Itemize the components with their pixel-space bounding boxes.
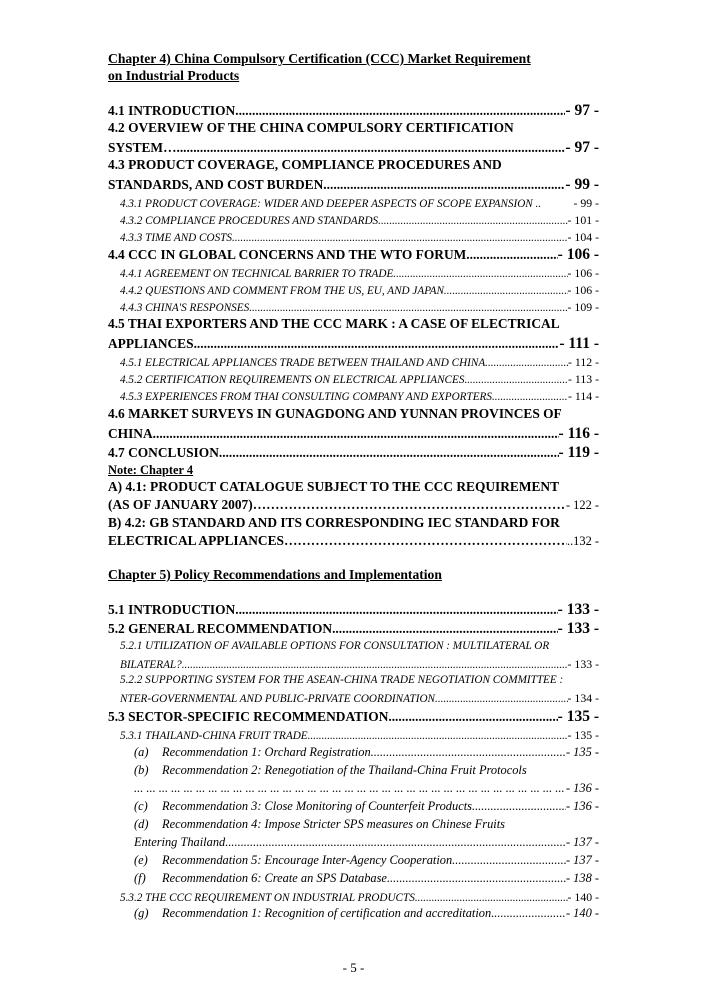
toc-entry-text: B) 4.2: GB STANDARD AND ITS CORRESPONDING IEC STANDARD FOR <box>108 515 560 530</box>
toc-page-number: - 136 - <box>565 781 599 795</box>
toc-entry-4-1[interactable] <box>108 102 599 120</box>
toc-entry-text: 5.3.1 THAILAND-CHINA FRUIT TRADE <box>120 730 308 742</box>
toc-entry-text: SYSTEM… <box>108 140 177 155</box>
toc-rec-f[interactable] <box>134 871 599 887</box>
toc-entry-text: Entering Thailand <box>134 835 226 849</box>
toc-entry-text: 4.4 CCC IN GLOBAL CONCERNS AND THE WTO FORUM <box>108 247 467 262</box>
toc-note-b-cont[interactable] <box>108 533 599 551</box>
toc-entry-text: Recommendation 4: Impose Stricter SPS measures on Chinese Fruits <box>162 817 505 831</box>
toc-item-label: (c) <box>134 799 148 813</box>
toc-page-number: - 114 - <box>567 389 599 403</box>
toc-entry-4-4-1[interactable] <box>120 266 599 281</box>
toc-entry-text: 5.3 SECTOR-SPECIFIC RECOMMENDATION <box>108 709 389 724</box>
toc-entry-4-3-cont[interactable] <box>108 176 599 194</box>
toc-rec-d[interactable] <box>134 817 599 833</box>
toc-entry-5-3[interactable] <box>108 708 599 726</box>
toc-entry-text: (AS OF JANUARY 2007) <box>108 497 253 512</box>
toc-entry-4-3-2[interactable] <box>120 213 599 228</box>
toc-page-number: - 106 - <box>557 246 599 263</box>
toc-entry-text: 4.3.2 COMPLIANCE PROCEDURES AND STANDARDS <box>120 215 379 227</box>
toc-entry-text: 5.2 GENERAL RECOMMENDATION <box>108 621 333 636</box>
toc-page-number: - 137 - <box>565 835 599 849</box>
toc-entry-text: 4.7 CONCLUSION <box>108 445 219 460</box>
toc-entry-5-2[interactable] <box>108 620 599 638</box>
toc-page-number: - 133 - <box>557 601 599 618</box>
toc-entry-4-4[interactable] <box>108 246 599 264</box>
toc-rec-a[interactable] <box>134 745 599 761</box>
toc-note-b[interactable] <box>108 515 599 533</box>
toc-item-label: (e) <box>134 853 148 867</box>
chapter-4-title-line-2: on Industrial Products <box>108 68 240 83</box>
toc-page-number: - 99 - <box>565 176 599 193</box>
toc-entry-4-3-1[interactable] <box>120 196 599 211</box>
note-heading: Note: Chapter 4 <box>108 463 194 477</box>
toc-entry-4-5-2[interactable] <box>120 372 599 387</box>
toc-page-number: - 97 - <box>565 139 599 156</box>
page-number: - 5 - <box>342 960 365 975</box>
toc-entry-4-6-cont[interactable] <box>108 425 599 443</box>
toc-entry-text: Recommendation 2: Renegotiation of the Thailand-China Fruit Protocols <box>162 763 527 777</box>
toc-item-label: (g) <box>134 906 149 920</box>
toc-entry-5-1[interactable] <box>108 601 599 619</box>
toc-entry-text: CHINA <box>108 426 153 441</box>
toc-entry-4-5-cont[interactable] <box>108 335 599 353</box>
toc-entry-text: 4.3 PRODUCT COVERAGE, COMPLIANCE PROCEDURES AND <box>108 157 502 172</box>
chapter-4-title <box>108 50 598 84</box>
toc-note-a[interactable] <box>108 479 599 497</box>
toc-entry-4-3[interactable] <box>108 157 599 175</box>
toc-page-number: - 133 - <box>557 620 599 637</box>
toc-entry-4-4-2[interactable] <box>120 283 599 298</box>
toc-page-number: - 136 - <box>565 799 599 813</box>
toc-entry-text: 4.4.1 AGREEMENT ON TECHNICAL BARRIER TO TRADE <box>120 268 394 280</box>
toc-page-number: - 140 - <box>565 906 599 920</box>
toc-entry-4-5-1[interactable] <box>120 355 599 370</box>
toc-entry-5-3-2[interactable] <box>120 890 599 905</box>
toc-page-number: - 119 - <box>558 444 599 461</box>
toc-item-label: (d) <box>134 817 149 831</box>
chapter-4-title-line-1: Chapter 4) China Compulsory Certification (CCC) Market Requirement <box>108 51 531 66</box>
toc-item-label: (b) <box>134 763 149 777</box>
toc-entry-4-6[interactable] <box>108 406 599 424</box>
toc-entry-4-2-cont[interactable] <box>108 139 599 157</box>
toc-entry-text: 5.1 INTRODUCTION <box>108 602 236 617</box>
toc-entry-text: 5.3.2 THE CCC REQUIREMENT ON INDUSTRIAL PRODUCTS <box>120 892 415 904</box>
toc-entry-5-2-2-cont[interactable] <box>120 691 599 706</box>
toc-entry-text: 4.4.3 CHINA'S RESPONSES <box>120 302 250 314</box>
toc-note-a-cont[interactable] <box>108 497 599 515</box>
toc-entry-5-3-1[interactable] <box>120 728 599 743</box>
toc-entry-text: Recommendation 1: Recognition of certification and accreditation <box>162 906 492 920</box>
toc-page-number: ..132 - <box>566 534 599 548</box>
toc-entry-text: 4.4.2 QUESTIONS AND COMMENT FROM THE US, EU, AND JAPAN <box>120 285 444 297</box>
toc-entry-text: Recommendation 6: Create an SPS Database <box>162 871 387 885</box>
toc-entry-4-3-3[interactable] <box>120 230 599 245</box>
toc-entry-text: 5.2.2 SUPPORTING SYSTEM FOR THE ASEAN-CHINA TRADE NEGOTIATION COMMITTEE : <box>120 674 564 686</box>
toc-item-label: (a) <box>134 745 149 759</box>
toc-entry-text: 4.5.1 ELECTRICAL APPLIANCES TRADE BETWEEN THAILAND AND CHINA <box>120 357 486 369</box>
toc-entry-text: 4.5.3 EXPERIENCES FROM THAI CONSULTING COMPANY AND EXPORTERS <box>120 391 492 403</box>
toc-page-number: - 111 - <box>559 335 599 352</box>
toc-page-number: - 112 - <box>567 355 599 369</box>
toc-page-number: - 106 - <box>567 283 599 297</box>
toc-page-number: - 101 - <box>567 213 599 227</box>
toc-rec-b-cont[interactable] <box>134 781 599 797</box>
toc-entry-text: 4.2 OVERVIEW OF THE CHINA COMPULSORY CERTIFICATION <box>108 120 514 135</box>
toc-page-number: - 135 - <box>557 708 599 725</box>
toc-entry-text: 4.3.1 PRODUCT COVERAGE: WIDER AND DEEPER ASPECTS OF SCOPE EXPANSION .. <box>120 198 542 210</box>
toc-page-number: - 133 - <box>567 657 599 671</box>
toc-page-number: - 104 - <box>567 230 599 244</box>
toc-entry-5-2-1[interactable] <box>120 640 599 655</box>
toc-entry-text: A) 4.1: PRODUCT CATALOGUE SUBJECT TO THE CCC REQUIREMENT <box>108 479 560 494</box>
toc-page-number: - 138 - <box>565 871 599 885</box>
toc-entry-text: ELECTRICAL APPLIANCES <box>108 533 284 548</box>
toc-entry-text: 4.1 INTRODUCTION <box>108 103 236 118</box>
toc-entry-5-2-1-cont[interactable] <box>120 657 599 672</box>
toc-page-number: - 137 - <box>565 853 599 867</box>
toc-entry-text: APPLIANCES <box>108 336 194 351</box>
toc-entry-text: 4.5 THAI EXPORTERS AND THE CCC MARK : A CASE OF ELECTRICAL <box>108 316 560 331</box>
toc-rec-b[interactable] <box>134 763 599 779</box>
toc-entry-5-2-2[interactable] <box>120 674 599 689</box>
toc-entry-4-5[interactable] <box>108 316 599 334</box>
toc-entry-text: 4.3.3 TIME AND COSTS <box>120 232 232 244</box>
chapter-5-title: Chapter 5) Policy Recommendations and Implementation <box>108 567 442 582</box>
toc-rec-e[interactable] <box>134 853 599 869</box>
toc-page-number: - 122 - <box>565 498 599 512</box>
toc-rec-c[interactable] <box>134 799 599 815</box>
toc-entry-text: Recommendation 3: Close Monitoring of Counterfeit Products <box>162 799 472 813</box>
toc-entry-text: Recommendation 5: Encourage Inter-Agency Cooperation <box>162 853 453 867</box>
toc-page-number: - 97 - <box>565 102 599 119</box>
toc-entry-4-2[interactable] <box>108 120 599 138</box>
toc-entry-4-4-3[interactable] <box>120 300 599 315</box>
toc-entry-4-5-3[interactable] <box>120 389 599 404</box>
toc-entry-text: Recommendation 1: Orchard Registration <box>162 745 371 759</box>
toc-page-number: - 116 - <box>558 425 599 442</box>
toc-rec-d-cont[interactable] <box>134 835 599 851</box>
toc-entry-4-7[interactable] <box>108 444 599 462</box>
toc-entry-text: NTER-GOVERNMENTAL AND PUBLIC-PRIVATE COORDINATION <box>120 693 436 705</box>
toc-entry-text: BILATERAL? <box>120 659 182 671</box>
toc-rec-g[interactable] <box>134 906 599 922</box>
toc-entry-text: STANDARDS, AND COST BURDEN <box>108 177 324 192</box>
toc-entry-text: 4.6 MARKET SURVEYS IN GUNAGDONG AND YUNNAN PROVINCES OF <box>108 406 562 421</box>
toc-page-number: - 106 - <box>567 266 599 280</box>
toc-page-number: - 109 - <box>567 300 599 314</box>
toc-item-label: (f) <box>134 871 146 885</box>
toc-entry-text: 4.5.2 CERTIFICATION REQUIREMENTS ON ELECTRICAL APPLIANCES <box>120 374 465 386</box>
toc-page-number: - 113 - <box>567 372 599 386</box>
toc-page-number: - 99 - <box>573 196 599 210</box>
toc-page-number: - 135 - <box>567 728 599 742</box>
toc-page-number: - 140 - <box>567 890 599 904</box>
toc-page-number: - 134 - <box>567 691 599 705</box>
toc-page-number: - 135 - <box>565 745 599 759</box>
toc-entry-text: 5.2.1 UTILIZATION OF AVAILABLE OPTIONS FOR CONSULTATION : MULTILATERAL OR <box>120 640 550 652</box>
